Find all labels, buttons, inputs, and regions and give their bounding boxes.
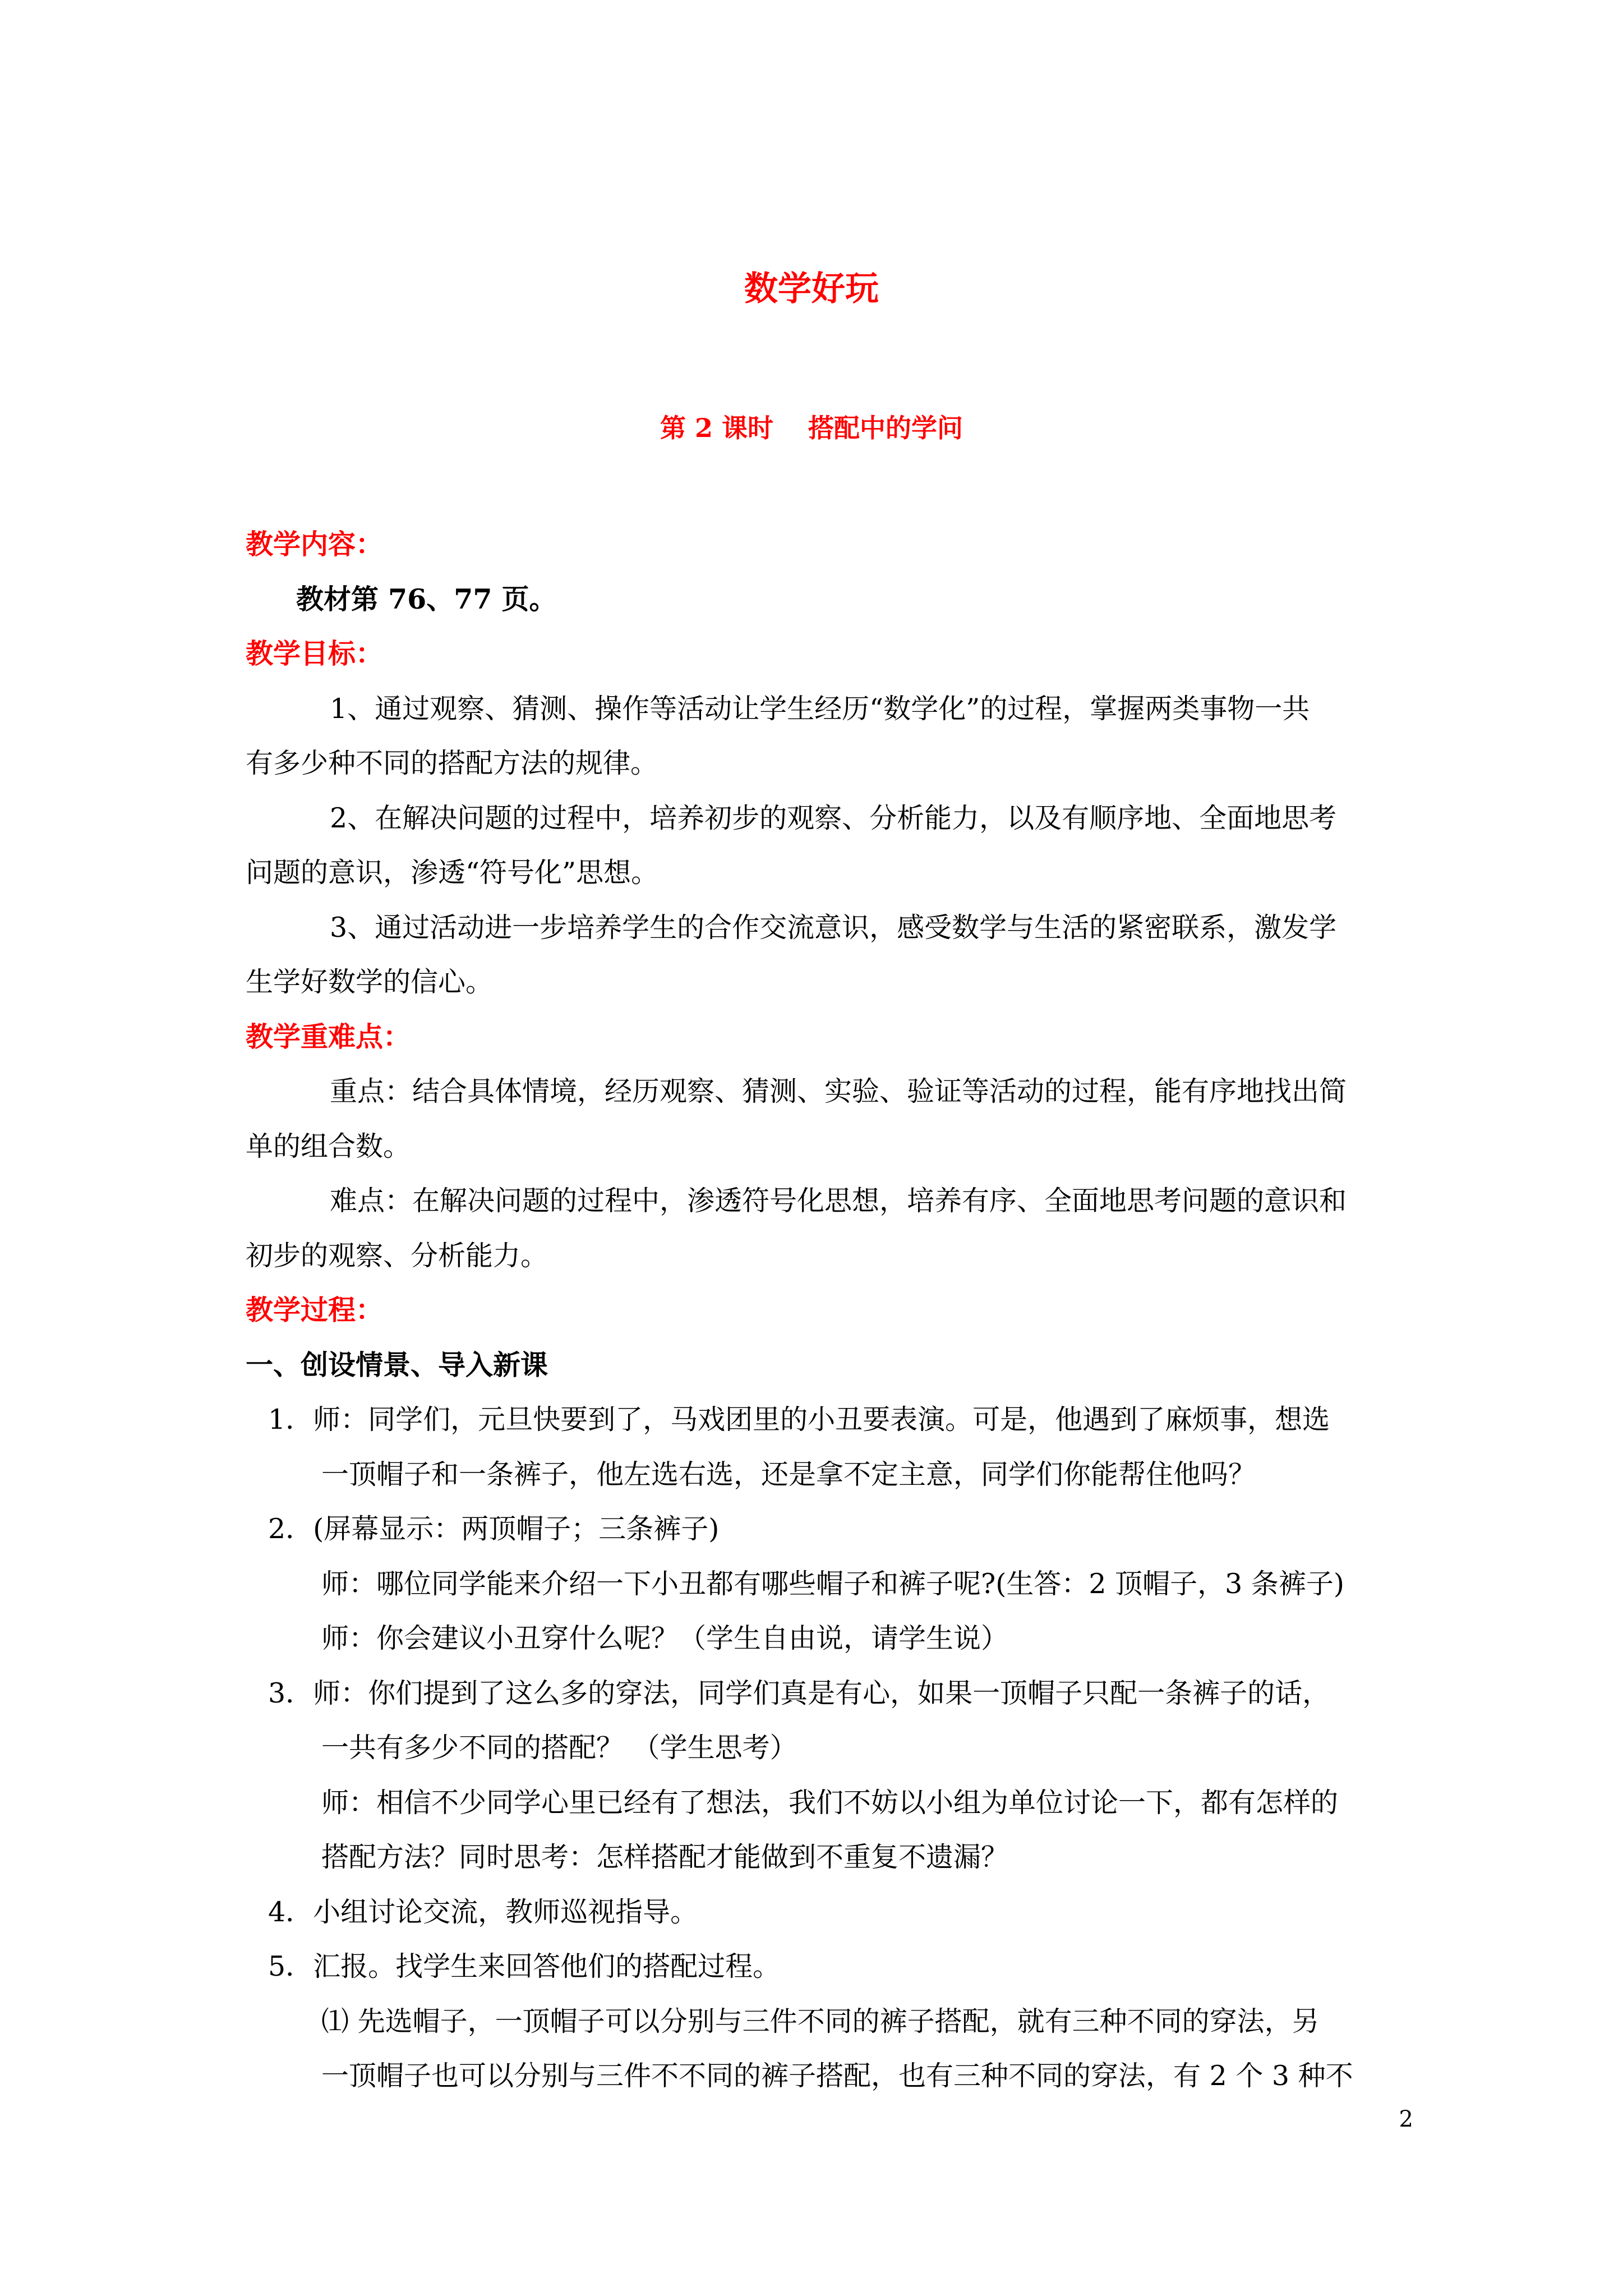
lesson-subtitle: 第 2 课时 搭配中的学问 xyxy=(660,413,963,443)
section-heading-content: 教学内容： xyxy=(246,528,384,560)
step-2-line-3: 师：你会建议小丑穿什么呢？（学生自由说，请学生说） xyxy=(321,1622,1009,1654)
part-1-heading: 一、创设情景、导入新课 xyxy=(246,1348,548,1381)
goal-2-line-2: 问题的意识，渗透“符号化”思想。 xyxy=(246,857,659,889)
document-body xyxy=(246,517,1407,2104)
step-3-line-1: 3．师：你们提到了这么多的穿法，同学们真是有心，如果一顶帽子只配一条裤子的话， xyxy=(268,1677,1330,1709)
step-1-line-2: 一顶帽子和一条裤子，他左选右选，还是拿不定主意，同学们你能帮住他吗？ xyxy=(321,1458,1256,1490)
goal-3-line-2: 生学好数学的信心。 xyxy=(246,966,494,998)
step-3-line-3: 师：相信不少同学心里已经有了想法，我们不妨以小组为单位讨论一下，都有怎样的 xyxy=(321,1786,1339,1819)
step-3-line-2: 一共有多少不同的搭配？ （学生思考） xyxy=(321,1732,797,1764)
section-heading-goals: 教学目标： xyxy=(246,637,384,670)
document-title: 数学好玩 xyxy=(744,269,879,309)
difficult-point-line-2: 初步的观察、分析能力。 xyxy=(246,1239,548,1272)
goal-1-line-2: 有多少种不同的搭配方法的规律。 xyxy=(246,747,658,779)
difficult-point-line-1: 难点：在解决问题的过程中，渗透符号化思想，培养有序、全面地思考问题的意识和 xyxy=(330,1185,1347,1217)
step-1-line-1: 1．师：同学们，元旦快要到了，马戏团里的小丑要表演。可是，他遇到了麻烦事，想选 xyxy=(268,1404,1330,1435)
step-5-sub-1-line-1: ⑴ 先选帽子，一顶帽子可以分别与三件不同的裤子搭配，就有三种不同的穿法，另 xyxy=(321,2005,1320,2037)
content-text: 教材第 76、77 页。 xyxy=(296,582,557,615)
goal-3-line-1: 3、通过活动进一步培养学生的合作交流意识，感受数学与生活的紧密联系，激发学 xyxy=(330,911,1337,944)
goal-1-line-1: 1、通过观察、猜测、操作等活动让学生经历“数学化”的过程，掌握两类事物一共 xyxy=(330,692,1310,725)
key-point-line-2: 单的组合数。 xyxy=(246,1130,411,1162)
step-4-line-1: 4．小组讨论交流，教师巡视指导。 xyxy=(268,1895,698,1928)
section-heading-key-points: 教学重难点： xyxy=(246,1020,411,1053)
key-point-line-1: 重点：结合具体情境，经历观察、猜测、实验、验证等活动的过程，能有序地找出简 xyxy=(330,1075,1347,1107)
step-3-line-4: 搭配方法？同时思考：怎样搭配才能做到不重复不遗漏？ xyxy=(321,1841,1009,1873)
step-5-sub-1-line-2: 一顶帽子也可以分别与三件不不同的裤子搭配，也有三种不同的穿法，有 2 个 3 种不 xyxy=(321,2060,1353,2092)
step-2-line-1: 2．(屏幕显示：两顶帽子；三条裤子) xyxy=(268,1513,720,1545)
goal-2-line-1: 2、在解决问题的过程中，培养初步的观察、分析能力，以及有顺序地、全面地思考 xyxy=(330,802,1337,834)
step-5-line-1: 5．汇报。找学生来回答他们的搭配过程。 xyxy=(268,1950,781,1982)
page-number: 2 xyxy=(1399,2106,1413,2132)
section-heading-process: 教学过程： xyxy=(246,1294,384,1326)
step-2-line-2: 师：哪位同学能来介绍一下小丑都有哪些帽子和裤子呢?(生答：2 顶帽子，3 条裤子) xyxy=(321,1567,1345,1600)
